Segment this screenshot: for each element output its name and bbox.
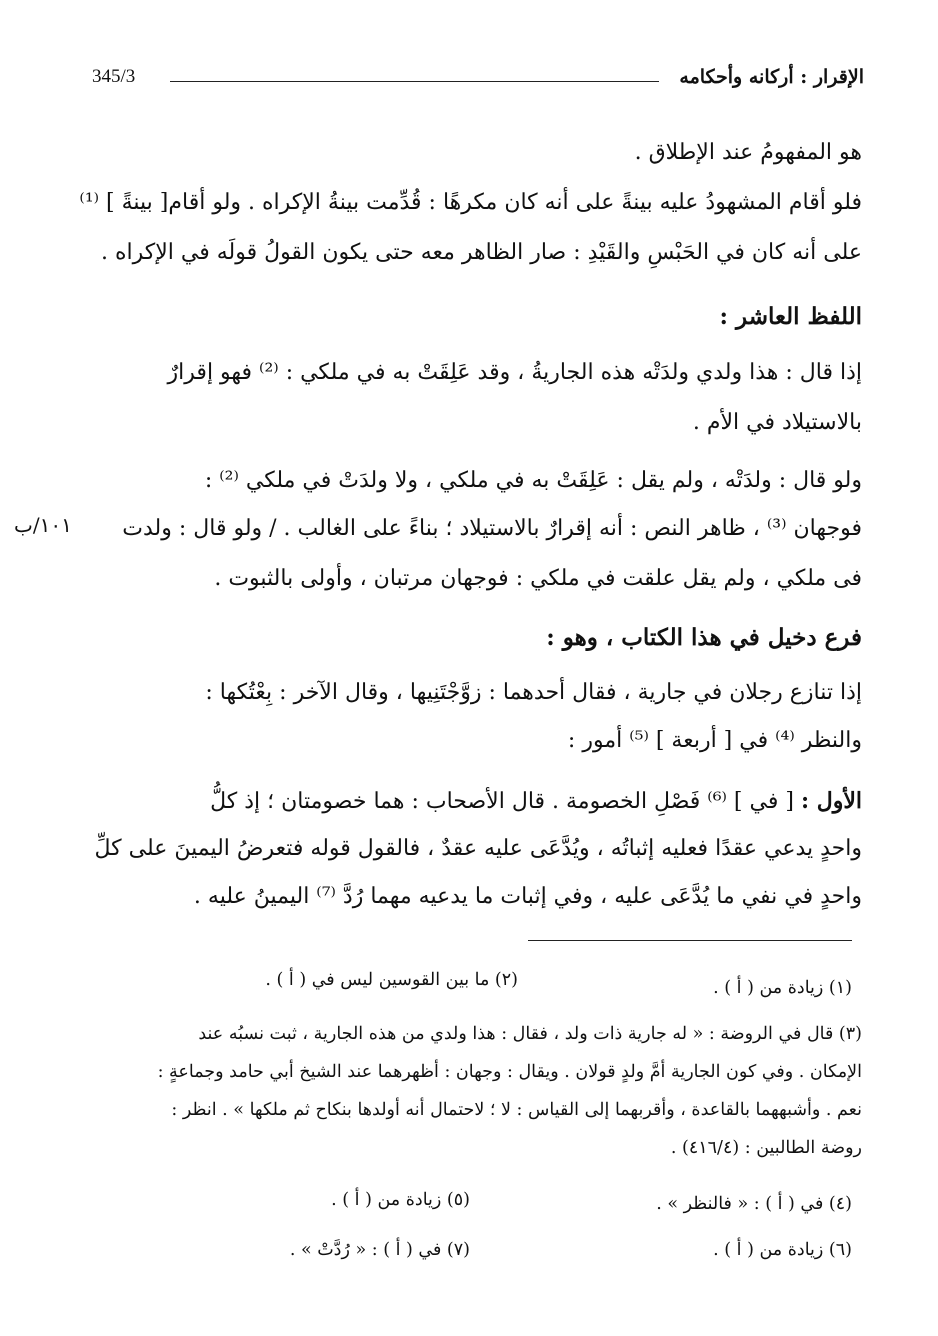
footnote: (٧) في ( أ ) : « رُدَّتْ » . bbox=[289, 1240, 470, 1260]
footnote: (٦) زيادة من ( أ ) . bbox=[713, 1240, 852, 1260]
footnote: روضة الطالبين : (٤١٦/٤) . bbox=[670, 1138, 862, 1158]
body-line: إذا قال : هذا ولدي ولدَتْه هذه الجاريةُ ، وقد عَلِقَتْ به في ملكي : ⁽²⁾ فهو إقرارٌ bbox=[167, 360, 862, 385]
body-line: هو المفهومُ عند الإطلاق . bbox=[634, 140, 862, 165]
footnote: (١) زيادة من ( أ ) . bbox=[713, 978, 852, 998]
body-line: فى ملكي ، ولم يقل علقت في ملكي : فوجهان مرتبان ، وأولى بالثبوت . bbox=[214, 566, 862, 591]
first-point-label: الأول : bbox=[800, 788, 862, 814]
body-line: بالاستيلاد في الأم . bbox=[692, 410, 862, 435]
manuscript-folio-note: ١٠١/ب bbox=[14, 513, 72, 537]
body-line: على أنه كان في الحَبْسِ والقَيْدِ : صار الظاهر معه حتى يكون القولُ قولَه في الإكراه . bbox=[100, 240, 862, 265]
body-line: ولو قال : ولدَتْه ، ولم يقل : عَلِقَتْ به في ملكي ، ولا ولدَتْ في ملكي ⁽²⁾ : bbox=[204, 468, 862, 493]
body-line: فلو أقام المشهودُ عليه بينةً على أنه كان مكرهًا : قُدِّمت بينةُ الإكراه . ولو أقام[ بينةً ] ⁽¹⁾ bbox=[79, 190, 862, 215]
footnote-rule bbox=[528, 940, 852, 941]
body-line: واحدٍ يدعي عقدًا فعليه إثباتُه ، ويُدَّعَى عليه عقدٌ ، فالقول قوله فتعرضُ اليمينَ على كلِّ bbox=[94, 836, 862, 861]
section-heading: اللفظ العاشر : bbox=[719, 303, 862, 330]
body-line: واحدٍ في نفي ما يُدَّعَى عليه ، وفي إثبات ما يدعيه مهما رُدَّ ⁽⁷⁾ اليمينُ عليه . bbox=[193, 884, 862, 909]
footnote: نعم . وأشبههما بالقاعدة ، وأقربهما إلى القياس : لا ؛ لاحتمال أنه أولدها بنكاح ثم ملكها » . انظر : bbox=[171, 1100, 862, 1120]
running-title: الإقرار : أركانه وأحكامه bbox=[679, 66, 864, 88]
page-number: 345/3 bbox=[92, 66, 136, 87]
body-line bbox=[72, 788, 862, 814]
body-line-text: [ في ] ⁽⁶⁾ فَصْلِ الخصومة . قال الأصحاب : هما خصومتان ؛ إذ كلُّ bbox=[210, 789, 801, 814]
body-line: فوجهان ⁽³⁾ ، ظاهر النص : أنه إقرارٌ بالاستيلاد ؛ بناءً على الغالب . / ولو قال : ولدت bbox=[122, 516, 862, 541]
body-line: والنظر ⁽⁴⁾ في [ أربعة ] ⁽⁵⁾ أمور : bbox=[567, 728, 862, 753]
page-header bbox=[92, 66, 864, 96]
header-rule bbox=[170, 81, 659, 82]
footnote: (٤) في ( أ ) : « فالنظر » . bbox=[656, 1194, 852, 1214]
footnote: (٥) زيادة من ( أ ) . bbox=[331, 1190, 470, 1210]
footnote: (٣) قال في الروضة : « له جارية ذات ولد ، فقال : هذا ولدي من هذه الجارية ، ثبت نسبُه عند bbox=[198, 1024, 862, 1044]
footnote: الإمكان . وفي كون الجارية أمَّ ولدٍ قولان . ويقال : وجهان : أظهرهما عند الشيخ أبي حامد وجماعةٍ : bbox=[157, 1062, 862, 1082]
body-line: إذا تنازع رجلان في جارية ، فقال أحدهما : زوَّجْتَنِيها ، وقال الآخر : بِعْتُكها : bbox=[205, 680, 862, 705]
branch-heading: فرع دخيل في هذا الكتاب ، وهو : bbox=[546, 624, 862, 651]
footnote: (٢) ما بين القوسين ليس في ( أ ) . bbox=[265, 970, 518, 990]
